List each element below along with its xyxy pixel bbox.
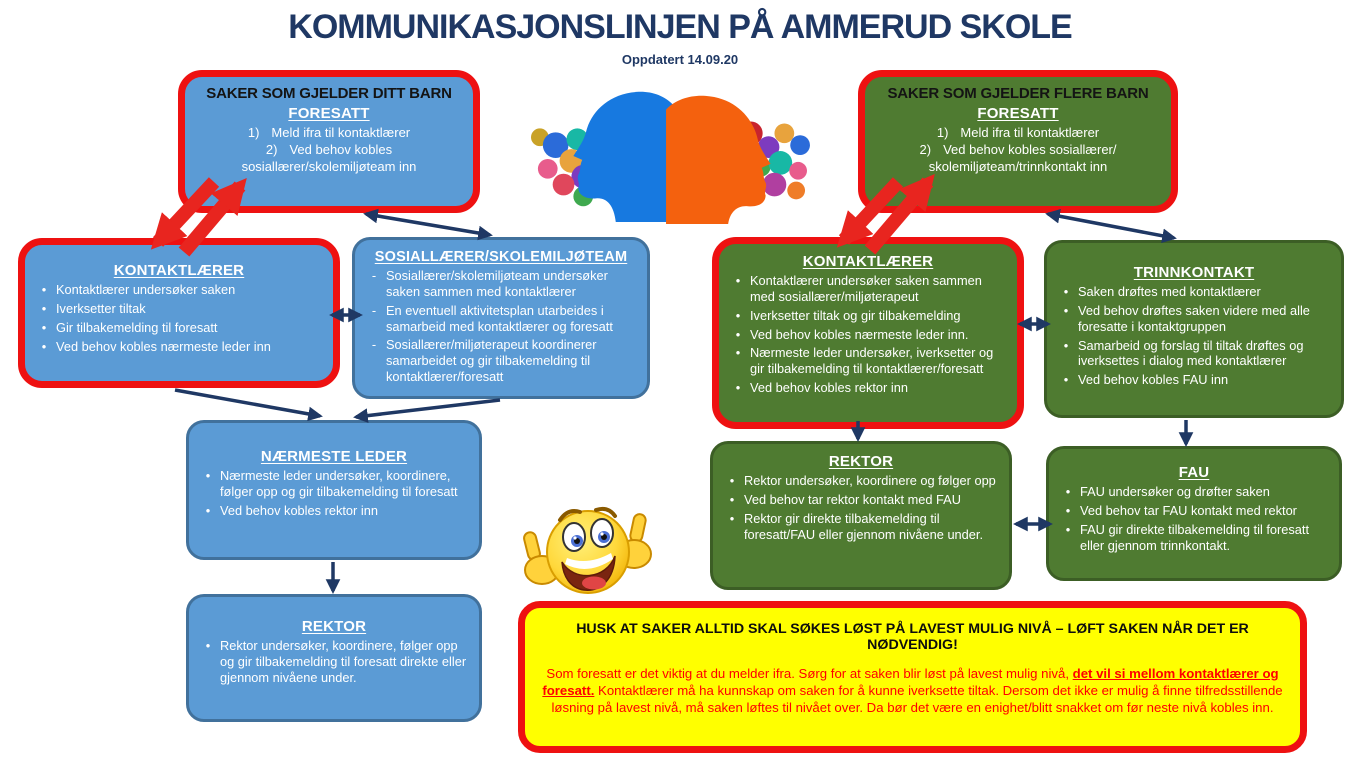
list-item	[731, 273, 1007, 305]
item-text: En eventuell aktivitetsplan utarbeides i samarbeid med kontaktlærer og foresatt	[386, 302, 613, 334]
box-fau	[1046, 446, 1342, 581]
bullet: •	[1065, 502, 1071, 518]
list-item	[367, 337, 637, 385]
arrow-foresatt-trinnkontakt	[1048, 214, 1174, 238]
arrow-foresatt-sosiallaerer	[366, 214, 490, 235]
item-number: 2)	[265, 142, 278, 158]
item-text: Samarbeid og forslag til tiltak drøftes og iverksettes i dialog med kontaktlærer	[1078, 337, 1304, 369]
item-text: Rektor gir direkte tilbakemelding til foresatt/FAU eller gjennom nivåene under.	[744, 510, 984, 542]
list-item	[1061, 503, 1329, 519]
item-text: Ved behov kobles rektor inn	[220, 502, 378, 518]
item-number: 1)	[247, 125, 260, 140]
bullet: •	[1063, 372, 1069, 388]
list-item	[1059, 303, 1331, 335]
list-item	[731, 345, 1007, 377]
bullet: •	[1065, 521, 1071, 537]
item-text: Ved behov kobles nærmeste leder inn	[56, 338, 271, 354]
list-item	[883, 125, 1153, 141]
box-trinnkontakt	[1044, 240, 1344, 418]
item-text: Ved behov kobles nærmeste leder inn.	[750, 326, 969, 342]
item-text: Meld ifra til kontaktlærer	[271, 125, 411, 140]
bullet: •	[205, 638, 211, 653]
dash-bullet: -	[371, 268, 377, 283]
item-text: Kontaktlærer undersøker saken	[56, 282, 236, 297]
list-item	[1059, 372, 1331, 388]
list-item	[37, 320, 323, 336]
item-text: Kontaktlærer undersøker saken sammen med sosiallærer/miljøterapeut	[750, 273, 982, 304]
bullet: •	[729, 473, 735, 488]
page-title: KOMMUNIKASJONSLINJEN PÅ AMMERUD SKOLE	[288, 8, 1072, 46]
box-title: REKTOR	[828, 453, 894, 470]
bullet: •	[41, 319, 47, 335]
bullet: •	[41, 338, 47, 354]
box-title: KONTAKTLÆRER	[113, 262, 245, 279]
item-text: FAU gir direkte tilbakemelding til foresatt eller gjennom trinnkontakt.	[1080, 521, 1310, 553]
item-text: Ved behov kobles rektor inn	[750, 380, 908, 396]
item-text: Sosiallærer/miljøterapeut koordinerer samarbeidet og gir tilbakemelding til kontaktlærer/foresatt	[386, 337, 597, 385]
box-title: FORESATT	[288, 105, 370, 122]
bullet: •	[1063, 337, 1069, 353]
item-text: Rektor undersøker, koordinere, følger opp og gir tilbakemelding til foresatt direkte eller gjennom nivåene under.	[220, 638, 467, 685]
bullet: •	[729, 510, 735, 526]
list-item	[725, 473, 999, 489]
left-eye	[563, 523, 585, 551]
list-item	[731, 327, 1007, 343]
list-item	[201, 468, 469, 500]
box-title: FORESATT	[977, 105, 1059, 122]
list-item	[37, 339, 323, 355]
box-title: NÆRMESTE LEDER	[260, 448, 408, 465]
box-title: TRINNKONTAKT	[1133, 264, 1255, 281]
box-sosiallaerer-skolemiljoteam	[352, 237, 650, 399]
box-title: FAU	[1178, 464, 1210, 481]
box-saker-ditt-barn	[178, 70, 480, 213]
list-item	[731, 308, 1007, 324]
list-item	[203, 142, 455, 175]
bullet: •	[735, 307, 741, 323]
list-item	[201, 503, 469, 519]
arrow-sosiallaerer-naermeste-leder	[356, 400, 500, 417]
bullet: •	[735, 380, 741, 396]
box-kontaktlaerer-hoyre	[712, 237, 1024, 429]
list-item	[1061, 522, 1329, 554]
bullet: •	[735, 345, 741, 361]
page-subtitle: Oppdatert 14.09.20	[621, 52, 739, 67]
list-item	[731, 380, 1007, 396]
note-heading: HUSK AT SAKER ALLTID SKAL SØKES LØST PÅ LAVEST MULIG NIVÅ – LØFT SAKEN NÅR DET ER NØDVENDIG!	[576, 621, 1249, 653]
list-item	[203, 125, 455, 141]
box-header: SAKER SOM GJELDER FLERE BARN	[887, 85, 1149, 102]
bullet: •	[729, 491, 735, 507]
list-item	[1059, 284, 1331, 300]
conversation-heads-image	[523, 86, 815, 224]
list-item	[725, 492, 999, 508]
list-item	[37, 301, 323, 317]
item-text: FAU undersøker og drøfter saken	[1080, 484, 1270, 499]
bullet: •	[735, 273, 741, 288]
item-text: Ved behov tar FAU kontakt med rektor	[1080, 502, 1297, 518]
item-number: 1)	[936, 125, 949, 140]
dash-bullet: -	[371, 302, 377, 318]
head-silhouette-orange	[666, 96, 770, 224]
box-naermeste-leder	[186, 420, 482, 560]
item-text: Ved behov kobles FAU inn	[1078, 372, 1229, 388]
item-number: 2)	[919, 142, 932, 158]
item-text: Nærmeste leder undersøker, iverksetter og gir tilbakemelding til kontaktlærer/foresatt	[750, 345, 994, 377]
bullet: •	[1063, 302, 1069, 318]
item-text: Iverksetter tiltak og gir tilbakemelding	[750, 307, 961, 323]
list-item	[725, 511, 999, 543]
item-text: Ved behov tar rektor kontakt med FAU	[744, 491, 961, 507]
item-text: Meld ifra til kontaktlærer	[960, 125, 1100, 140]
box-saker-flere-barn	[858, 70, 1178, 213]
item-text: Ved behov kobles sosiallærer/skolemiljøteam inn	[241, 142, 417, 174]
dash-bullet: -	[371, 337, 377, 353]
list-item	[1059, 338, 1331, 370]
item-text: Ved behov kobles sosiallærer/ skolemiljøteam/trinnkontakt inn	[928, 142, 1117, 174]
item-text: Sosiallærer/skolemiljøteam undersøker saken sammen med kontaktlærer	[386, 268, 608, 299]
box-rektor-hoyre	[710, 441, 1012, 590]
box-title: SOSIALLÆRER/SKOLEMILJØTEAM	[374, 249, 628, 265]
box-rektor-venstre	[186, 594, 482, 722]
list-item	[37, 282, 323, 298]
bullet: •	[41, 300, 47, 316]
arrow-kontaktlaerer-naermeste-leder	[175, 390, 320, 416]
note-body	[541, 665, 1284, 716]
note-body-part1: Som foresatt er det viktig at du melder ifra. Sørg for at saken blir løst på lavest mulig nivå,	[546, 666, 1073, 681]
box-header: SAKER SOM GJELDER DITT BARN	[206, 85, 452, 102]
list-item	[367, 268, 637, 300]
item-text: Saken drøftes med kontaktlærer	[1078, 284, 1261, 299]
box-kontaktlaerer-venstre	[18, 238, 340, 388]
bullet: •	[1065, 484, 1071, 499]
item-text: Ved behov drøftes saken videre med alle foresatte i kontaktgruppen	[1078, 302, 1310, 334]
list-item	[1061, 484, 1329, 500]
item-text: Iverksetter tiltak	[56, 300, 146, 316]
item-text: Rektor undersøker, koordinere og følger opp	[744, 473, 996, 488]
note-husk	[518, 601, 1307, 753]
bullet: •	[735, 326, 741, 342]
box-title: KONTAKTLÆRER	[802, 253, 934, 270]
note-body-emphasis: det vil si mellom kontaktlærer og foresatt.	[542, 666, 1279, 699]
note-body-part3: Kontaktlærer må ha kunnskap om saken for å kunne iverksette tiltak. Dersom det ikke er mulig å finne tilfredsstillende løsning på lavest nivå, må saken løftes til nivået over. Da bør det være en enighet/blitt snakket om før neste nivå kobles inn.	[551, 683, 1283, 716]
bullet: •	[205, 468, 211, 483]
box-title: REKTOR	[301, 618, 367, 635]
list-item	[883, 142, 1153, 175]
bullet: •	[205, 502, 211, 518]
thumbs-up-emoji	[518, 490, 658, 610]
item-text: Nærmeste leder undersøker, koordinere, følger opp og gir tilbakemelding til foresatt	[220, 468, 458, 499]
right-eye	[591, 519, 613, 547]
list-item	[201, 638, 469, 686]
bullet: •	[41, 282, 47, 297]
list-item	[367, 303, 637, 335]
bullet: •	[1063, 284, 1069, 299]
item-text: Gir tilbakemelding til foresatt	[56, 319, 218, 335]
